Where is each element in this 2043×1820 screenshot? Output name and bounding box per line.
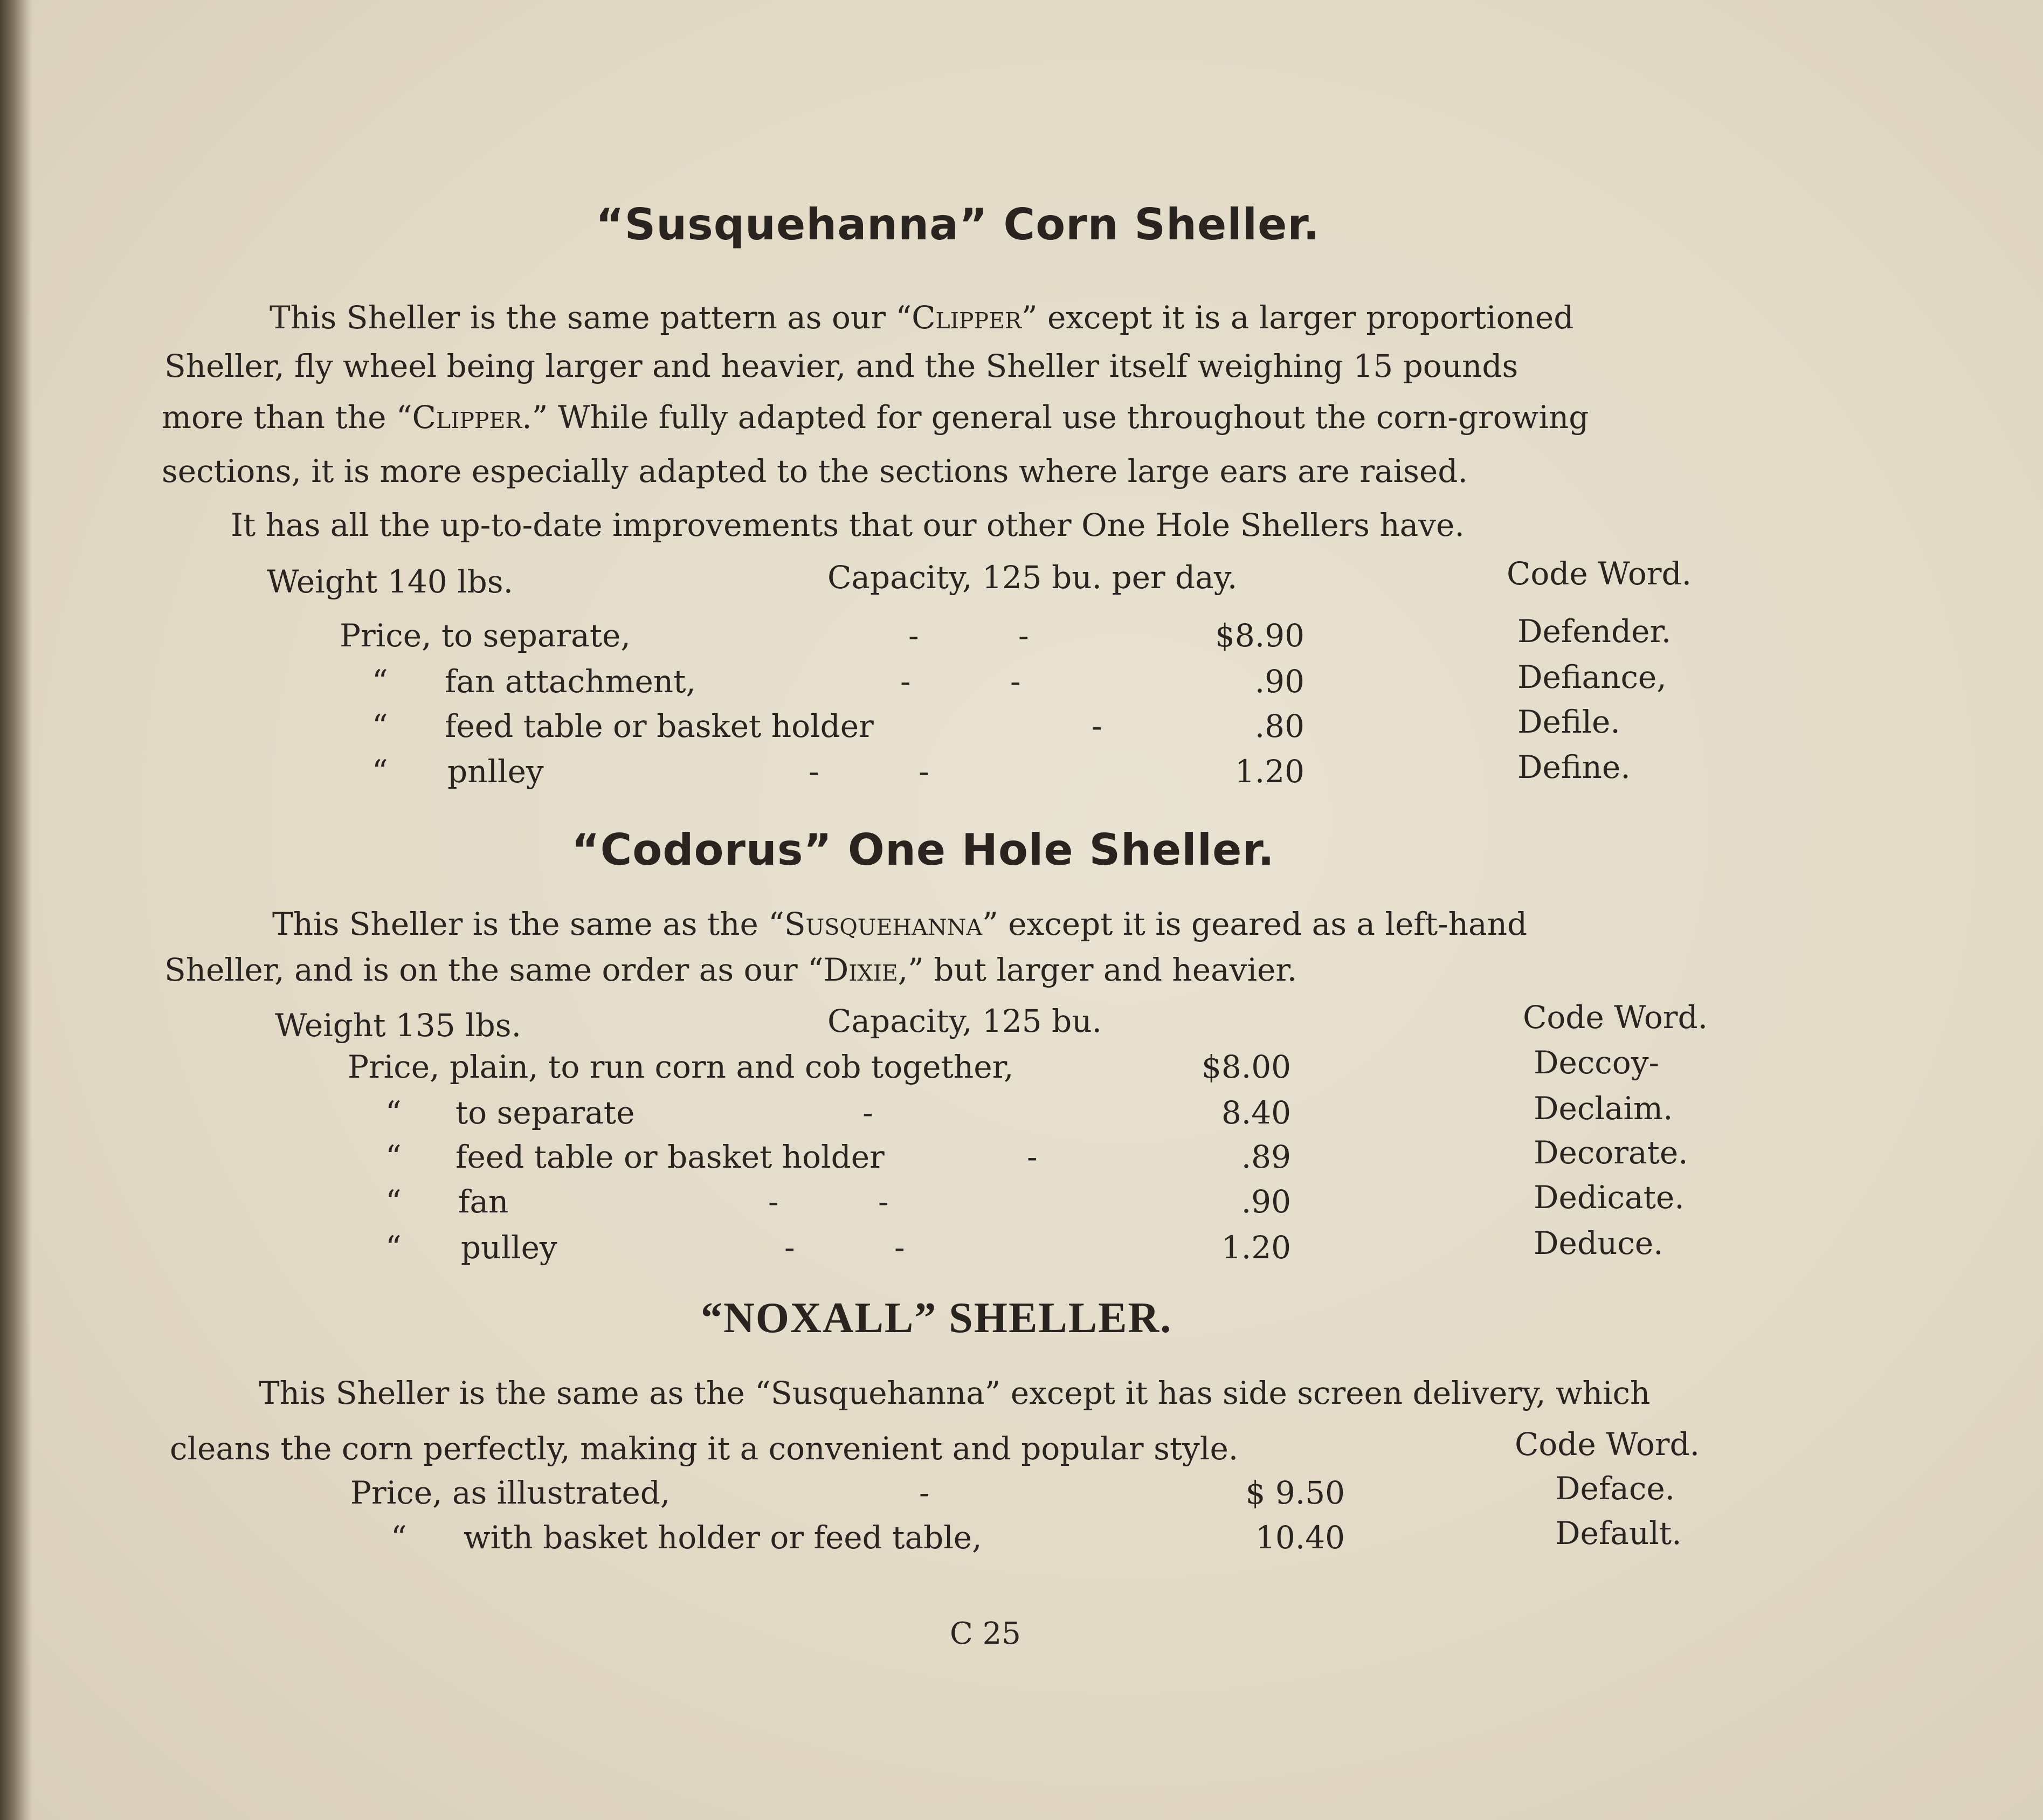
code-word: Default. bbox=[1555, 1515, 1682, 1552]
price-value: .89 bbox=[1241, 1139, 1291, 1175]
price-value: .90 bbox=[1254, 663, 1305, 700]
susquehanna-para-line-3: more than the “Clipper.” While fully adapted for general use throughout the corn-growing bbox=[162, 399, 1589, 436]
leader-dashes: - bbox=[1027, 1139, 1038, 1175]
price-row-label: Price, as illustrated, bbox=[350, 1474, 671, 1511]
code-word: Defender. bbox=[1517, 613, 1672, 650]
price-row-label: feed table or basket holder bbox=[445, 708, 874, 744]
price-value: .90 bbox=[1241, 1183, 1291, 1220]
leader-dashes: - - bbox=[768, 1183, 889, 1220]
code-word: Declaim. bbox=[1534, 1090, 1673, 1127]
code-word: Dedicate. bbox=[1534, 1179, 1685, 1216]
price-row-label: fan attachment, bbox=[445, 663, 696, 700]
ditto-mark: “ bbox=[385, 1139, 402, 1175]
ditto-mark: “ bbox=[385, 1183, 402, 1220]
price-value: $ 9.50 bbox=[1245, 1474, 1345, 1511]
leader-dashes: - - bbox=[784, 1229, 905, 1266]
price-value: 10.40 bbox=[1255, 1519, 1345, 1556]
price-value: 1.20 bbox=[1221, 1229, 1291, 1266]
susquehanna-para-line-1: This Sheller is the same pattern as our “Clipper” except it is a larger proportioned bbox=[270, 299, 1574, 336]
code-word: Deccoy- bbox=[1534, 1044, 1660, 1081]
ditto-mark: “ bbox=[372, 753, 388, 790]
codorus-weight: Weight 135 lbs. bbox=[275, 1007, 522, 1044]
leader-dashes: - bbox=[862, 1094, 873, 1131]
price-row-label: fan bbox=[458, 1183, 509, 1220]
leader-dashes: - bbox=[919, 1474, 930, 1511]
ditto-mark: “ bbox=[385, 1094, 402, 1131]
noxall-para-line-1: This Sheller is the same as the “Susquehanna” except it has side screen delivery, which bbox=[259, 1375, 1651, 1411]
code-word: Decorate. bbox=[1534, 1134, 1688, 1171]
price-value: 1.20 bbox=[1234, 753, 1305, 790]
price-row-label: Price, to separate, bbox=[340, 617, 631, 654]
price-row-label: pnlley bbox=[447, 753, 544, 790]
noxall-title: “NOXALL” SHELLER. bbox=[701, 1294, 1172, 1342]
ditto-mark: “ bbox=[372, 708, 388, 744]
codorus-para-line-1: This Sheller is the same as the “Susquehanna” except it is geared as a left-hand bbox=[272, 906, 1528, 942]
code-word: Define. bbox=[1517, 749, 1631, 785]
price-row-label: Price, plain, to run corn and cob together, bbox=[348, 1049, 1014, 1085]
leader-dashes: - - bbox=[900, 663, 1021, 700]
leader-dashes: - bbox=[1092, 708, 1102, 744]
leader-dashes: - - bbox=[908, 617, 1029, 654]
susquehanna-capacity: Capacity, 125 bu. per day. bbox=[827, 559, 1238, 596]
noxall-para-line-2: cleans the corn perfectly, making it a convenient and popular style. bbox=[170, 1430, 1239, 1467]
susquehanna-para-line-4: sections, it is more especially adapted to the sections where large ears are raised. bbox=[162, 453, 1468, 490]
ditto-mark: “ bbox=[385, 1229, 402, 1266]
price-value: $8.00 bbox=[1201, 1049, 1291, 1085]
ditto-mark: “ bbox=[372, 663, 388, 700]
code-word: Defile. bbox=[1517, 704, 1620, 740]
ditto-mark: “ bbox=[391, 1519, 407, 1556]
page-folio: C 25 bbox=[950, 1616, 1021, 1651]
price-row-label: with basket holder or feed table, bbox=[464, 1519, 982, 1556]
susquehanna-para-line-2: Sheller, fly wheel being larger and heavier, and the Sheller itself weighing 15 pounds bbox=[164, 348, 1519, 384]
code-word: Defiance, bbox=[1517, 659, 1667, 695]
susquehanna-title: “Susquehanna” Corn Sheller. bbox=[596, 199, 1320, 250]
codorus-para-line-2: Sheller, and is on the same order as our “Dixie,” but larger and heavier. bbox=[164, 952, 1297, 988]
code-word: Deduce. bbox=[1534, 1225, 1664, 1261]
price-row-label: to separate bbox=[455, 1094, 635, 1131]
susquehanna-code-header: Code Word. bbox=[1507, 555, 1692, 592]
price-value: $8.90 bbox=[1214, 617, 1305, 654]
codorus-capacity: Capacity, 125 bu. bbox=[827, 1003, 1102, 1039]
price-row-label: pulley bbox=[461, 1229, 557, 1266]
price-value: 8.40 bbox=[1221, 1094, 1291, 1131]
price-row-label: feed table or basket holder bbox=[455, 1139, 885, 1175]
susquehanna-para-line-5: It has all the up-to-date improvements that our other One Hole Shellers have. bbox=[231, 507, 1465, 543]
codorus-code-header: Code Word. bbox=[1523, 999, 1708, 1036]
susquehanna-weight: Weight 140 lbs. bbox=[267, 563, 514, 600]
price-value: .80 bbox=[1254, 708, 1305, 744]
book-spine-shadow bbox=[0, 0, 32, 1820]
noxall-code-header: Code Word. bbox=[1515, 1426, 1700, 1463]
codorus-title: “Codorus” One Hole Sheller. bbox=[571, 825, 1275, 875]
code-word: Deface. bbox=[1555, 1470, 1675, 1507]
leader-dashes: - - bbox=[809, 753, 929, 790]
